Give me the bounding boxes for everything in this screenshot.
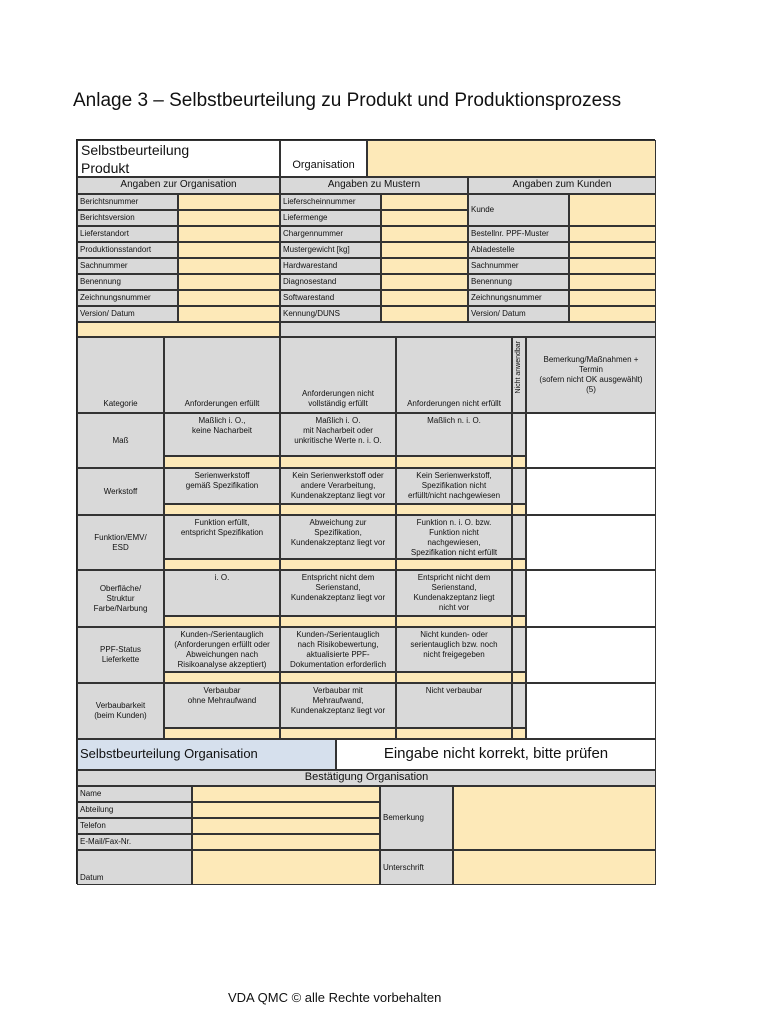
not-applicable-input[interactable] xyxy=(512,456,526,468)
email-fax-input[interactable] xyxy=(192,834,380,850)
option-fulfilled-input[interactable] xyxy=(164,559,280,570)
field-input[interactable] xyxy=(178,226,280,242)
option-partial-input[interactable] xyxy=(280,456,396,468)
not-applicable-input[interactable] xyxy=(512,728,526,739)
not-applicable-cell[interactable] xyxy=(512,570,526,616)
field-label: Abladestelle xyxy=(468,242,569,258)
not-applicable-input[interactable] xyxy=(512,559,526,570)
field-label: Diagnosestand xyxy=(280,274,381,290)
option-partial[interactable]: Kunden-/Serientauglich nach Risikobewertung, aktualisierte PPF- Dokumentation erforderlich xyxy=(280,627,396,672)
remarks-input[interactable] xyxy=(526,570,656,627)
field-label: Chargennummer xyxy=(280,226,381,242)
option-not-fulfilled-input[interactable] xyxy=(396,456,512,468)
option-fulfilled[interactable]: Serienwerkstoff gemäß Spezifikation xyxy=(164,468,280,504)
field-label: Produktionsstandort xyxy=(77,242,178,258)
col-partial-header: Anforderungen nicht vollständig erfüllt xyxy=(280,337,396,413)
confirm-field-label: Telefon xyxy=(77,818,192,834)
option-partial[interactable]: Verbaubar mit Mehraufwand, Kundenakzeptanz liegt vor xyxy=(280,683,396,728)
field-label: Benennung xyxy=(468,274,569,290)
field-input[interactable] xyxy=(178,258,280,274)
field-input[interactable] xyxy=(569,258,656,274)
organisation-input[interactable] xyxy=(367,140,656,177)
option-fulfilled[interactable]: i. O. xyxy=(164,570,280,616)
spacer-cell xyxy=(280,322,656,337)
option-fulfilled[interactable]: Kunden-/Serientauglich (Anforderungen erfüllt oder Abweichungen nach Risikoanalyse akzeptiert) xyxy=(164,627,280,672)
field-input[interactable] xyxy=(569,194,656,226)
option-not-fulfilled-input[interactable] xyxy=(396,559,512,570)
department-input[interactable] xyxy=(192,802,380,818)
field-label: Benennung xyxy=(77,274,178,290)
remarks-input[interactable] xyxy=(526,683,656,739)
field-input[interactable] xyxy=(381,290,468,306)
col-not-fulfilled-header: Anforderungen nicht erfüllt xyxy=(396,337,512,413)
col-kategorie-header: Kategorie xyxy=(77,337,164,413)
option-not-fulfilled[interactable]: Maßlich n. i. O. xyxy=(396,413,512,456)
remarks-input[interactable] xyxy=(526,468,656,515)
option-fulfilled[interactable]: Funktion erfüllt, entspricht Spezifikation xyxy=(164,515,280,559)
col-fulfilled-header: Anforderungen erfüllt xyxy=(164,337,280,413)
org-extra-input[interactable] xyxy=(77,322,280,337)
confirm-field-label: E-Mail/Fax-Nr. xyxy=(77,834,192,850)
field-label: Kunde xyxy=(468,194,569,226)
field-label: Hardwarestand xyxy=(280,258,381,274)
option-partial-input[interactable] xyxy=(280,559,396,570)
field-input[interactable] xyxy=(178,194,280,210)
field-input[interactable] xyxy=(381,306,468,322)
remarks-label: Bemerkung xyxy=(380,786,453,850)
not-applicable-cell[interactable] xyxy=(512,413,526,456)
confirm-field-label: Name xyxy=(77,786,192,802)
field-input[interactable] xyxy=(569,274,656,290)
category-cell: Funktion/EMV/ ESD xyxy=(77,515,164,570)
field-label: Berichtsversion xyxy=(77,210,178,226)
field-input[interactable] xyxy=(381,194,468,210)
option-not-fulfilled-input[interactable] xyxy=(396,616,512,627)
field-label: Sachnummer xyxy=(77,258,178,274)
field-label: Softwarestand xyxy=(280,290,381,306)
option-not-fulfilled-input[interactable] xyxy=(396,728,512,739)
confirmation-remarks-input[interactable] xyxy=(453,786,656,850)
samples-info-heading: Angaben zu Mustern xyxy=(280,177,468,194)
field-label: Bestellnr. PPF-Muster xyxy=(468,226,569,242)
footer-copyright: VDA QMC © alle Rechte vorbehalten xyxy=(228,990,442,1005)
option-fulfilled[interactable]: Maßlich i. O., keine Nacharbeit xyxy=(164,413,280,456)
form-title-line1: Selbstbeurteilung xyxy=(81,142,190,158)
not-applicable-input[interactable] xyxy=(512,504,526,515)
option-partial[interactable]: Kein Serienwerkstoff oder andere Verarbeitung, Kundenakzeptanz liegt vor xyxy=(280,468,396,504)
field-label: Mustergewicht [kg] xyxy=(280,242,381,258)
org-assessment-label: Selbstbeurteilung Organisation xyxy=(77,739,336,770)
option-fulfilled-input[interactable] xyxy=(164,616,280,627)
field-input[interactable] xyxy=(178,274,280,290)
not-applicable-label: Nicht anwendbar xyxy=(514,341,522,394)
option-partial-input[interactable] xyxy=(280,672,396,683)
field-label: Version/ Datum xyxy=(468,306,569,322)
phone-input[interactable] xyxy=(192,818,380,834)
confirm-field-label: Abteilung xyxy=(77,802,192,818)
option-partial-input[interactable] xyxy=(280,616,396,627)
field-input[interactable] xyxy=(178,290,280,306)
option-not-fulfilled[interactable]: Entspricht nicht dem Serienstand, Kundenakzeptanz liegt nicht vor xyxy=(396,570,512,616)
field-input[interactable] xyxy=(178,210,280,226)
field-input[interactable] xyxy=(381,274,468,290)
self-assessment-form xyxy=(76,139,655,884)
option-partial[interactable]: Entspricht nicht dem Serienstand, Kundenakzeptanz liegt vor xyxy=(280,570,396,616)
field-label: Liefermenge xyxy=(280,210,381,226)
organisation-label: Organisation xyxy=(280,140,367,177)
option-not-fulfilled[interactable]: Nicht verbaubar xyxy=(396,683,512,728)
option-partial-input[interactable] xyxy=(280,504,396,515)
option-fulfilled-input[interactable] xyxy=(164,504,280,515)
not-applicable-input[interactable] xyxy=(512,672,526,683)
field-label: Sachnummer xyxy=(468,258,569,274)
not-applicable-cell[interactable] xyxy=(512,627,526,672)
option-fulfilled-input[interactable] xyxy=(164,728,280,739)
field-input[interactable] xyxy=(381,210,468,226)
remarks-input[interactable] xyxy=(526,515,656,570)
field-input[interactable] xyxy=(381,242,468,258)
field-input[interactable] xyxy=(178,242,280,258)
customer-info-heading: Angaben zum Kunden xyxy=(468,177,656,194)
not-applicable-cell[interactable] xyxy=(512,515,526,559)
field-label: Zeichnungsnummer xyxy=(468,290,569,306)
not-applicable-input[interactable] xyxy=(512,616,526,627)
option-not-fulfilled[interactable]: Nicht kunden- oder serientauglich bzw. noch nicht freigegeben xyxy=(396,627,512,672)
remarks-input[interactable] xyxy=(526,627,656,683)
field-input[interactable] xyxy=(569,290,656,306)
field-input[interactable] xyxy=(569,226,656,242)
option-partial[interactable]: Abweichung zur Spezifikation, Kundenakzeptanz liegt vor xyxy=(280,515,396,559)
form-title-line2: Produkt xyxy=(81,159,130,176)
category-cell: Werkstoff xyxy=(77,468,164,515)
option-partial[interactable]: Maßlich i. O. mit Nacharbeit oder unkritische Werte n. i. O. xyxy=(280,413,396,456)
option-not-fulfilled-input[interactable] xyxy=(396,672,512,683)
date-input[interactable] xyxy=(192,850,380,885)
field-label: Berichtsnummer xyxy=(77,194,178,210)
field-label: Kennung/DUNS xyxy=(280,306,381,322)
category-cell: PPF-Status Lieferkette xyxy=(77,627,164,683)
option-fulfilled-input[interactable] xyxy=(164,456,280,468)
category-cell: Oberfläche/ Struktur Farbe/Narbung xyxy=(77,570,164,627)
not-applicable-cell[interactable] xyxy=(512,468,526,504)
field-input[interactable] xyxy=(178,306,280,322)
option-not-fulfilled-input[interactable] xyxy=(396,504,512,515)
col-not-applicable-header xyxy=(512,337,526,413)
org-assessment-status: Eingabe nicht korrekt, bitte prüfen xyxy=(336,739,656,770)
category-cell: Verbaubarkeit (beim Kunden) xyxy=(77,683,164,739)
option-fulfilled-input[interactable] xyxy=(164,672,280,683)
field-input[interactable] xyxy=(381,258,468,274)
field-label: Lieferscheinnummer xyxy=(280,194,381,210)
option-not-fulfilled[interactable]: Kein Serienwerkstoff, Spezifikation nicht erfüllt/nicht nachgewiesen xyxy=(396,468,512,504)
field-label: Lieferstandort xyxy=(77,226,178,242)
field-input[interactable] xyxy=(569,306,656,322)
option-fulfilled[interactable]: Verbaubar ohne Mehraufwand xyxy=(164,683,280,728)
signature-label: Unterschrift xyxy=(380,850,453,885)
name-input[interactable] xyxy=(192,786,380,802)
option-not-fulfilled[interactable]: Funktion n. i. O. bzw. Funktion nicht nachgewiesen, Spezifikation nicht erfüllt xyxy=(396,515,512,559)
document-title: Anlage 3 – Selbstbeurteilung zu Produkt und Produktionsprozess xyxy=(73,90,622,111)
field-input[interactable] xyxy=(381,226,468,242)
col-remarks-header: Bemerkung/Maßnahmen + Termin (sofern nicht OK ausgewählt) (5) xyxy=(526,337,656,413)
category-cell: Maß xyxy=(77,413,164,468)
confirm-field-label: Datum xyxy=(77,850,192,885)
option-partial-input[interactable] xyxy=(280,728,396,739)
form-title xyxy=(77,140,280,177)
field-label: Version/ Datum xyxy=(77,306,178,322)
field-label: Zeichnungsnummer xyxy=(77,290,178,306)
field-input[interactable] xyxy=(569,242,656,258)
confirmation-heading: Bestätigung Organisation xyxy=(77,770,656,786)
org-info-heading: Angaben zur Organisation xyxy=(77,177,280,194)
not-applicable-cell[interactable] xyxy=(512,683,526,728)
remarks-input[interactable] xyxy=(526,413,656,468)
signature-input[interactable] xyxy=(453,850,656,885)
